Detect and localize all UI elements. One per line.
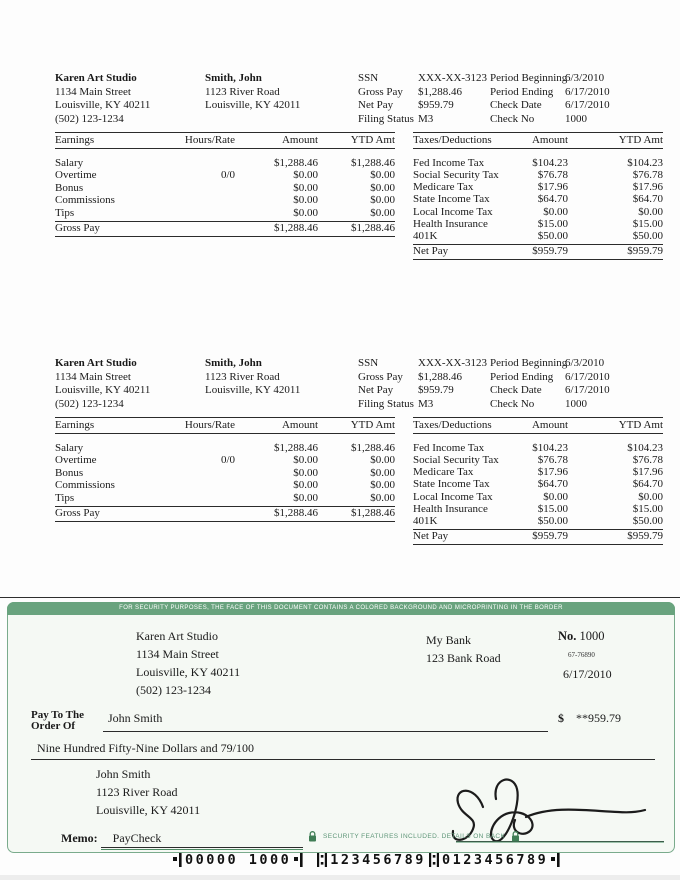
security-note xyxy=(308,831,520,842)
net-pay-value: $959.79 xyxy=(418,384,454,396)
micr-routing: 123456789 xyxy=(330,852,426,868)
check-no-value: 1000 xyxy=(565,112,587,125)
ytd-value: $0.00 xyxy=(370,479,395,492)
company-address1: 1134 Main Street xyxy=(55,370,131,383)
bank-name: My Bank xyxy=(426,633,471,647)
filing-status-label: Filing Status xyxy=(358,397,414,410)
amount-value: $0.00 xyxy=(293,169,318,182)
hours-rate-header: Hours/Rate xyxy=(184,134,235,146)
table-row xyxy=(413,206,663,218)
info-labels-1 xyxy=(358,357,414,411)
hours-rate-value xyxy=(180,467,235,479)
deductions-rows xyxy=(413,434,663,527)
ssn-label: SSN xyxy=(358,72,379,84)
pay-stub-top xyxy=(0,68,680,353)
filing-status-value: M3 xyxy=(418,397,434,410)
amount-value: $0.00 xyxy=(293,206,318,219)
period-beginning-value: 6/3/2010 xyxy=(565,72,605,84)
ytd-value: $0.00 xyxy=(370,466,395,479)
amount-value: $76.78 xyxy=(537,454,568,467)
deductions-rows xyxy=(413,149,663,242)
deduction-label: Health Insurance xyxy=(413,217,488,230)
table-row xyxy=(413,454,663,466)
payee-address2: Louisville, KY 42011 xyxy=(96,803,201,817)
info-values-1 xyxy=(418,357,487,411)
pay-to-the-order-of-label xyxy=(31,710,84,732)
check-date-value: 6/17/2010 xyxy=(565,99,610,111)
earnings-rows xyxy=(55,434,395,504)
hours-rate-header: Hours/Rate xyxy=(184,419,235,431)
check-no-value: 1000 xyxy=(565,397,587,410)
ytd-value: $15.00 xyxy=(632,217,663,230)
check-payer-block xyxy=(136,627,240,699)
net-pay-row-ytd: $959.79 xyxy=(627,530,663,543)
hours-rate-value xyxy=(180,492,235,504)
ytd-value: $0.00 xyxy=(370,169,395,182)
micr-transit-symbol xyxy=(317,853,327,867)
deductions-table xyxy=(413,132,663,260)
taxes-deductions-header: Taxes/Deductions xyxy=(413,134,492,146)
employee-name: Smith, John xyxy=(205,72,262,84)
security-note-text: SECURITY FEATURES INCLUDED. DETAILS ON BACK xyxy=(323,833,506,840)
deduction-label: Health Insurance xyxy=(413,502,488,515)
amount-value: $64.70 xyxy=(537,193,568,206)
deduction-label: 401K xyxy=(413,229,438,242)
amount-header: Amount xyxy=(281,134,318,146)
payee-address-block xyxy=(96,765,200,819)
ytd-value: $17.96 xyxy=(632,181,663,194)
micr-check-number: 00000 1000 xyxy=(185,852,292,868)
earnings-label: Commissions xyxy=(55,479,115,492)
net-pay-label: Net Pay xyxy=(358,99,394,111)
period-beginning-label: Period Beginning xyxy=(490,72,568,84)
table-row xyxy=(413,169,663,181)
period-ending-label: Period Ending xyxy=(490,370,554,383)
gross-pay-value: $1,288.46 xyxy=(418,85,462,98)
check-number xyxy=(558,627,605,645)
gross-pay-row xyxy=(55,221,395,237)
ytd-value: $0.00 xyxy=(638,490,663,503)
payer-address2: Louisville, KY 40211 xyxy=(136,665,241,679)
fractional-routing: 67-76890 xyxy=(568,651,595,659)
ytd-value: $64.70 xyxy=(632,193,663,206)
amount-value: $0.00 xyxy=(293,181,318,194)
amount-value: $0.00 xyxy=(543,205,568,218)
check-number-label: No. xyxy=(558,629,577,643)
hours-rate-value: 0/0 xyxy=(220,454,235,467)
net-pay-row-label: Net Pay xyxy=(413,245,449,258)
table-row xyxy=(55,479,395,491)
pay-to-line1: Pay To The xyxy=(31,709,84,721)
payer-phone: (502) 123-1234 xyxy=(136,683,211,697)
gross-pay-label: Gross Pay xyxy=(358,370,403,383)
amount-value: $1,288.46 xyxy=(274,157,318,169)
deductions-header-row xyxy=(413,133,663,149)
period-ending-value: 6/17/2010 xyxy=(565,370,610,383)
hours-rate-value xyxy=(180,194,235,206)
deduction-label: Local Income Tax xyxy=(413,490,493,503)
ytd-value: $1,288.46 xyxy=(351,442,395,454)
amount-value: $15.00 xyxy=(537,502,568,515)
amount-value: $64.70 xyxy=(537,478,568,491)
employee-address2: Louisville, KY 42011 xyxy=(205,384,301,396)
ytd-value: $76.78 xyxy=(632,169,663,182)
amount-header: Amount xyxy=(531,419,568,431)
micr-onus-symbol xyxy=(551,853,560,867)
deduction-label: State Income Tax xyxy=(413,478,490,491)
ssn-value: XXX-XX-3123 xyxy=(418,357,488,369)
bank-block xyxy=(426,631,501,667)
gross-pay-row-amount: $1,288.46 xyxy=(274,222,318,235)
employee-address2: Louisville, KY 42011 xyxy=(205,99,301,111)
ytd-amt-header: YTD Amt xyxy=(350,419,395,431)
net-pay-row-amount: $959.79 xyxy=(532,245,568,258)
gross-pay-row-hours xyxy=(180,222,235,235)
deduction-label: Local Income Tax xyxy=(413,205,493,218)
dollar-sign: $ xyxy=(558,711,564,725)
employee-address-block xyxy=(205,72,300,113)
amount-header: Amount xyxy=(531,134,568,146)
company-address1: 1134 Main Street xyxy=(55,85,131,98)
table-row xyxy=(413,515,663,527)
deductions-header-row xyxy=(413,418,663,434)
ytd-value: $50.00 xyxy=(632,229,663,242)
filing-status-value: M3 xyxy=(418,112,434,125)
period-ending-label: Period Ending xyxy=(490,85,554,98)
amount-value: $76.78 xyxy=(537,169,568,182)
company-address2: Louisville, KY 40211 xyxy=(55,99,151,111)
earnings-label: Salary xyxy=(55,157,84,169)
earnings-header: Earnings xyxy=(55,419,95,431)
table-row xyxy=(55,207,395,219)
amount-area xyxy=(558,711,621,726)
amount-value: $15.00 xyxy=(537,217,568,230)
deduction-label: Fed Income Tax xyxy=(413,442,485,454)
amount-value: $0.00 xyxy=(293,454,318,467)
net-pay-label: Net Pay xyxy=(358,384,394,396)
info-labels-2 xyxy=(490,357,567,411)
ytd-value: $15.00 xyxy=(632,502,663,515)
ytd-amt-header: YTD Amt xyxy=(350,134,395,146)
gross-pay-row-label: Gross Pay xyxy=(55,507,100,520)
check-date: 6/17/2010 xyxy=(563,667,612,681)
micr-onus-symbol xyxy=(173,853,182,867)
table-row xyxy=(55,169,395,181)
payee-name: John Smith xyxy=(108,711,163,725)
perforation-line xyxy=(0,597,680,598)
deduction-label: 401K xyxy=(413,514,438,527)
table-row xyxy=(55,467,395,479)
check-no-label: Check No xyxy=(490,112,535,125)
gross-pay-row-amount: $1,288.46 xyxy=(274,507,318,520)
net-pay-row-ytd: $959.79 xyxy=(627,245,663,258)
amount-numeric: **959.79 xyxy=(576,711,621,725)
company-phone: (502) 123-1234 xyxy=(55,112,124,125)
company-address-block xyxy=(55,357,150,411)
period-beginning-label: Period Beginning xyxy=(490,357,568,369)
ytd-amt-header: YTD Amt xyxy=(618,134,663,146)
memo-label: Memo: xyxy=(61,831,98,845)
ytd-value: $0.00 xyxy=(638,205,663,218)
payer-address1: 1134 Main Street xyxy=(136,647,219,661)
table-row xyxy=(55,442,395,454)
ytd-value: $0.00 xyxy=(370,181,395,194)
hours-rate-value xyxy=(180,182,235,194)
table-row xyxy=(413,503,663,515)
table-row xyxy=(413,193,663,205)
amount-value: $0.00 xyxy=(293,194,318,207)
earnings-label: Commissions xyxy=(55,194,115,207)
earnings-rows xyxy=(55,149,395,219)
check-no-label: Check No xyxy=(490,397,535,410)
company-phone: (502) 123-1234 xyxy=(55,397,124,410)
taxes-deductions-header: Taxes/Deductions xyxy=(413,419,492,431)
table-row xyxy=(413,491,663,503)
info-values-1 xyxy=(418,72,487,126)
amount-value: $17.96 xyxy=(537,181,568,194)
gross-pay-value: $1,288.46 xyxy=(418,370,462,383)
amount-value: $0.00 xyxy=(293,466,318,479)
amount-value: $0.00 xyxy=(293,479,318,492)
padlock-icon xyxy=(308,831,317,842)
earnings-label: Bonus xyxy=(55,466,84,479)
ytd-value: $17.96 xyxy=(632,466,663,479)
table-row xyxy=(413,230,663,242)
employee-address1: 1123 River Road xyxy=(205,85,280,98)
amount-value: $50.00 xyxy=(537,229,568,242)
earnings-header: Earnings xyxy=(55,134,95,146)
pay-to-line2: Order Of xyxy=(31,720,76,732)
earnings-label: Tips xyxy=(55,206,75,219)
earnings-header-row xyxy=(55,418,395,434)
deduction-label: Social Security Tax xyxy=(413,169,499,182)
table-row xyxy=(413,466,663,478)
earnings-table xyxy=(55,417,395,522)
amount-value: $50.00 xyxy=(537,514,568,527)
hours-rate-value xyxy=(180,479,235,491)
deductions-table xyxy=(413,417,663,545)
table-row xyxy=(413,218,663,230)
ytd-amt-header: YTD Amt xyxy=(618,419,663,431)
period-beginning-value: 6/3/2010 xyxy=(565,357,605,369)
gross-pay-row-label: Gross Pay xyxy=(55,222,100,235)
earnings-header-row xyxy=(55,133,395,149)
memo-value: PayCheck xyxy=(112,831,162,845)
amount-value: $104.23 xyxy=(532,442,568,454)
gross-pay-row xyxy=(55,506,395,522)
net-pay-row-label: Net Pay xyxy=(413,530,449,543)
hours-rate-value xyxy=(180,442,235,454)
amount-value: $0.00 xyxy=(293,491,318,504)
ytd-value: $0.00 xyxy=(370,194,395,207)
ytd-value: $50.00 xyxy=(632,514,663,527)
earnings-label: Salary xyxy=(55,442,84,454)
earnings-label: Overtime xyxy=(55,169,97,182)
ytd-value: $0.00 xyxy=(370,206,395,219)
ytd-value: $76.78 xyxy=(632,454,663,467)
filing-status-label: Filing Status xyxy=(358,112,414,125)
table-row xyxy=(413,442,663,454)
micr-line xyxy=(170,852,563,868)
payer-name: Karen Art Studio xyxy=(136,629,218,643)
payee-address1: 1123 River Road xyxy=(96,785,178,799)
earnings-label: Tips xyxy=(55,491,75,504)
deduction-label: State Income Tax xyxy=(413,193,490,206)
table-row xyxy=(55,157,395,169)
deduction-label: Medicare Tax xyxy=(413,181,474,194)
memo-line xyxy=(101,847,303,848)
table-row xyxy=(413,478,663,490)
ssn-label: SSN xyxy=(358,357,379,369)
deduction-label: Medicare Tax xyxy=(413,466,474,479)
gross-pay-row-hours xyxy=(180,507,235,520)
employee-address-block xyxy=(205,357,300,398)
micr-transit-symbol xyxy=(429,853,439,867)
info-labels-1 xyxy=(358,72,414,126)
earnings-label: Overtime xyxy=(55,454,97,467)
table-row xyxy=(413,157,663,169)
hours-rate-value xyxy=(180,157,235,169)
employee-name: Smith, John xyxy=(205,357,262,369)
amount-words: Nine Hundred Fifty-Nine Dollars and 79/100 xyxy=(31,741,655,760)
table-row xyxy=(413,181,663,193)
scan-edge xyxy=(0,875,680,880)
pay-stub-middle xyxy=(0,353,680,638)
check-number-value: 1000 xyxy=(579,629,605,643)
earnings-label: Bonus xyxy=(55,181,84,194)
ytd-value: $0.00 xyxy=(370,491,395,504)
gross-pay-row-ytd: $1,288.46 xyxy=(351,222,395,235)
amount-value: $104.23 xyxy=(532,157,568,169)
check-date-value: 6/17/2010 xyxy=(565,384,610,396)
security-banner: FOR SECURITY PURPOSES, THE FACE OF THIS DOCUMENT CONTAINS A COLORED BACKGROUND AND MICROPRINTING IN THE BORDER xyxy=(7,602,675,615)
employee-address1: 1123 River Road xyxy=(205,370,280,383)
period-ending-value: 6/17/2010 xyxy=(565,85,610,98)
bank-address: 123 Bank Road xyxy=(426,651,501,665)
ytd-value: $0.00 xyxy=(370,454,395,467)
table-row xyxy=(55,194,395,206)
gross-pay-row-ytd: $1,288.46 xyxy=(351,507,395,520)
ytd-value: $104.23 xyxy=(627,157,663,169)
amount-value: $17.96 xyxy=(537,466,568,479)
amount-value: $0.00 xyxy=(543,490,568,503)
info-labels-2 xyxy=(490,72,567,126)
deduction-label: Social Security Tax xyxy=(413,454,499,467)
net-pay-row xyxy=(413,529,663,545)
company-name: Karen Art Studio xyxy=(55,72,137,84)
padlock-icon xyxy=(511,831,520,842)
amount-header: Amount xyxy=(281,419,318,431)
info-values-2 xyxy=(565,72,610,126)
company-name: Karen Art Studio xyxy=(55,357,137,369)
ssn-value: XXX-XX-3123 xyxy=(418,72,488,84)
table-row xyxy=(55,492,395,504)
payee-line xyxy=(103,731,548,732)
company-address2: Louisville, KY 40211 xyxy=(55,384,151,396)
micr-account: 0123456789 xyxy=(441,852,549,868)
check-date-label: Check Date xyxy=(490,99,542,111)
deduction-label: Fed Income Tax xyxy=(413,157,485,169)
check-date-label: Check Date xyxy=(490,384,542,396)
ytd-value: $1,288.46 xyxy=(351,157,395,169)
company-address-block xyxy=(55,72,150,126)
info-values-2 xyxy=(565,357,610,411)
table-row xyxy=(55,454,395,466)
hours-rate-value xyxy=(180,207,235,219)
amount-value: $1,288.46 xyxy=(274,442,318,454)
check xyxy=(7,602,675,853)
net-pay-row-amount: $959.79 xyxy=(532,530,568,543)
payee-address-name: John Smith xyxy=(96,767,151,781)
micr-onus-symbol xyxy=(294,853,303,867)
table-row xyxy=(55,182,395,194)
ytd-value: $64.70 xyxy=(632,478,663,491)
net-pay-value: $959.79 xyxy=(418,99,454,111)
ytd-value: $104.23 xyxy=(627,442,663,454)
gross-pay-label: Gross Pay xyxy=(358,85,403,98)
earnings-table xyxy=(55,132,395,237)
net-pay-row xyxy=(413,244,663,260)
hours-rate-value: 0/0 xyxy=(220,169,235,182)
memo-row xyxy=(61,831,161,846)
